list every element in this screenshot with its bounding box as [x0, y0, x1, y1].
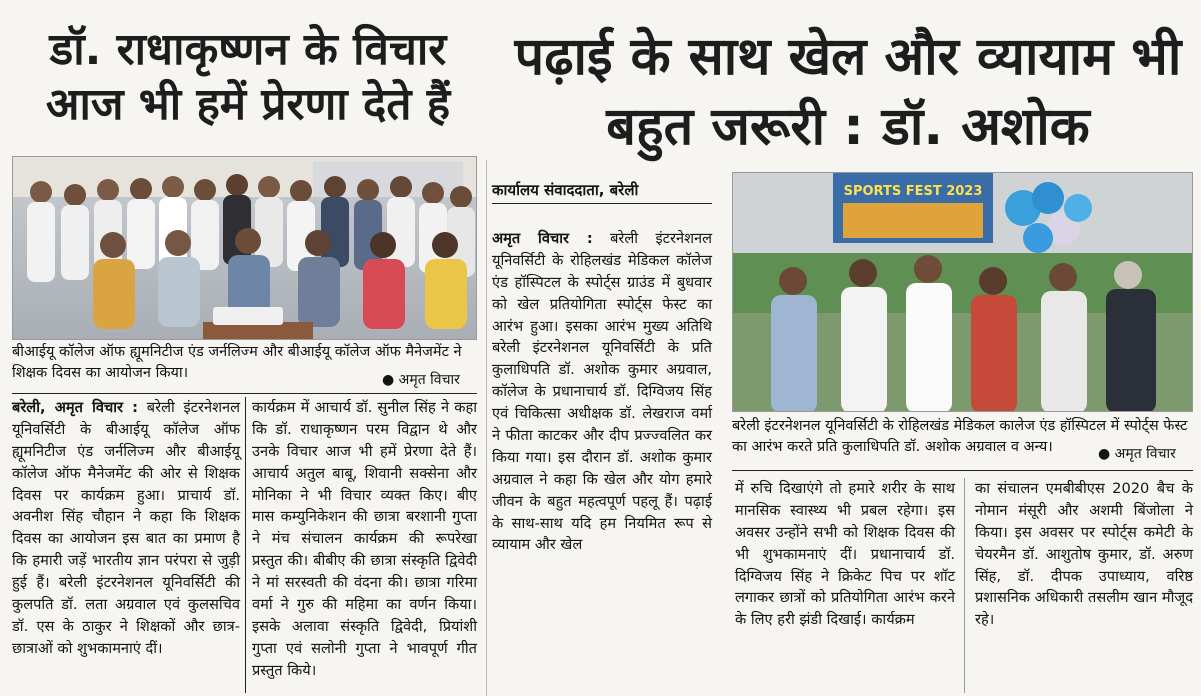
- right-headline: पढ़ाई के साथ खेल और व्यायाम भी बहुत जरूरी : डॉ. अशोक: [514, 27, 1182, 158]
- sports-fest-banner: SPORTS FEST 2023: [843, 184, 983, 199]
- right-column-2: में रुचि दिखाएंगे तो हमारे शरीर के साथ मानसिक स्वास्थ्य भी प्रबल रहेगा। इस अवसर उन्होंने सभी को शिक्षक दिवस की भी शुभकामनाएं दीं। प्रधानाचार्य डॉ. दिग्विजय सिंह ने क्रिकेट पिच पर शॉट लगाकर छात्रों को प्रतियोगिता आरंभ करने के लिए हरी झंडी दिखाई। कार्यक्रम: [735, 480, 955, 629]
- left-caption-divider: [12, 393, 477, 394]
- left-headline: डॉ. राधाकृष्णन के विचार आज भी हमें प्रेरणा देते हैं: [45, 24, 451, 130]
- left-story-photo: [12, 156, 477, 340]
- byline-rule: [492, 203, 712, 204]
- right-column-3: का संचालन एमबीबीएस 2020 बैच के नोमान मंसूरी और अशमी बिंजोला ने किया। इस अवसर पर स्पोर्ट्स कमेटी के चेयरमैन डॉ. आशुतोष कुमार, डॉ. अरुण सिंह, डॉ. दीपक उपाध्याय, वरिष्ठ प्रशासनिक अधिकारी तसलीम खान मौजूद रहे।: [975, 480, 1193, 629]
- right-byline: कार्यालय संवाददाता, बरेली: [492, 181, 639, 199]
- right-column-1: [492, 228, 712, 556]
- right-photo-credit: ● अमृत विचार: [1098, 446, 1176, 462]
- right-photo-caption: बरेली इंटरनेशनल यूनिवर्सिटी के रोहिलखंड मेडिकल कालेज एंड हॉस्पिटल में स्पोर्ट्स फेस्ट का आरंभ करते प्रति कुलाधिपति डॉ. अशोक अग्रवाल व अन्य।: [732, 418, 1188, 456]
- left-photo-credit: ● अमृत विचार: [382, 372, 460, 388]
- right-column-divider: [964, 478, 965, 693]
- left-column-2: कार्यक्रम में आचार्य डॉ. सुनील सिंह ने कहा कि डॉ. राधाकृष्णन परम विद्वान थे और उनके विचार आज भी हमें प्रेरणा देते हैं। आचार्य अतुल बाबू, शिवानी सक्सेना और मोनिका ने भी विचार व्यक्त किए। बीए मास कम्युनिकेशन की छात्रा बरशानी गुप्ता ने मंच संचालन कार्यक्रम की रूपरेखा प्रस्तुत की। बीबीए की छात्रा संस्कृति द्विवेदी ने मां सरस्वती की वंदना की। छात्रा गरिमा वर्मा ने गुरु की महिमा का वर्णन किया। इसके अलावा संस्कृति द्विवेदी, प्रियांशी गुप्ता एवं सलोनी गुप्ता ने भावपूर्ण गीत प्रस्तुत किये।: [252, 399, 477, 679]
- right-story-photo: [732, 172, 1193, 412]
- right-column-1-text: बरेली इंटरनेशनल यूनिवर्सिटी के रोहिलखंड मेडिकल कॉलेज एंड हॉस्पिटल के स्पोर्ट्स ग्राउंड में बुधवार को खेल प्रतियोगिता स्पोर्ट्स फेस्ट का आरंभ हुआ। इसका आरंभ मुख्य अतिथि बरेली इंटरनेशनल यूनिवर्सिटी के प्रति कुलाधिपति डॉ. अशोक कुमार अग्रवाल, कॉलेज के प्रधानाचार्य डॉ. दिग्विजय सिंह एवं चिकित्सा अधीक्षक डॉ. लेखराज वर्मा ने फीता काटकर और दीप प्रज्ज्वलित कर किया गया। इस दौरान डॉ. अशोक कुमार अग्रवाल ने कहा कि खेल और योग हमारे जीवन के बहुत महत्वपूर्ण पहलू हैं। पढ़ाई के साथ-साथ यदि हम नियमित रूप से व्यायाम और खेल: [492, 230, 712, 554]
- left-photo-caption: बीआईयू कॉलेज ऑफ ह्यूमनिटीज एंड जर्नलिज्म और बीआईयू कॉलेज ऑफ मैनेजमेंट ने शिक्षक दिवस का आयोजन किया।: [12, 344, 462, 382]
- sports-fest-photo-image: [733, 173, 1193, 412]
- left-column-divider: [245, 397, 246, 693]
- left-column-1: [12, 397, 240, 660]
- left-dateline: बरेली, अमृत विचार :: [12, 399, 139, 416]
- right-caption-divider: [732, 470, 1193, 471]
- group-photo-image: [13, 157, 477, 340]
- story-divider: [486, 160, 487, 696]
- right-dateline: अमृत विचार :: [492, 230, 593, 247]
- left-column-1-text: बरेली इंटरनेशनल यूनिवर्सिटी के बीआईयू कॉलेज ऑफ ह्यूमनिटीज एंड जर्नलिज्म और बीआईयू कॉलेज ऑफ मैनेजमेंट की ओर से शिक्षक दिवस पर कार्यक्रम हुआ। प्राचार्य डॉ. अवनीश सिंह चौहान ने कहा कि शिक्षक दिवस का आयोजन इस बात का प्रमाण है कि हमारी जड़ें भारतीय ज्ञान परंपरा से जुड़ी हुई हैं। बरेली इंटरनेशनल यूनिवर्सिटी की कुलपति डॉ. लता अग्रवाल एवं कुलसचिव डॉ. एस के ठाकुर ने शिक्षकों और छात्र-छात्राओं को शुभकामनाएं दीं।: [12, 399, 240, 657]
